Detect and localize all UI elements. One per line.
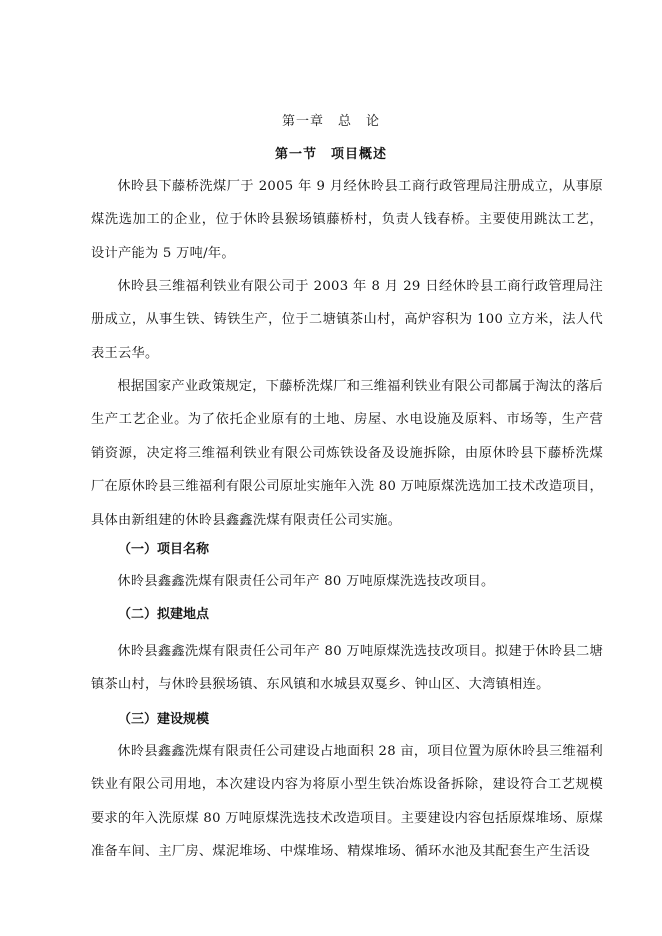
subheading-project-name: （一）项目名称 (118, 542, 210, 557)
paragraph-construction-scale: 休昤县鑫鑫洗煤有限责任公司建设占地面积 28 亩，项目位置为原休昤县三维福利铁业有限公司用地，本次建设内容为将原小型生铁冶炼设备拆除，建设符合工艺规模要求的年入洗原煤 80 万吨原煤洗选技术改造项目。主要建设内容包括原煤堆场、原煤准备车间、主厂房、煤泥堆场、中煤堆场、精煤堆场、循环水池及其配套生产生活设 (91, 744, 603, 860)
chapter-title: 第一章 总 论 (281, 114, 380, 129)
subheading-proposed-site: （二）拟建地点 (118, 607, 210, 622)
paragraph-proposed-site: 休昤县鑫鑫洗煤有限责任公司年产 80 万吨原煤洗选技改项目。拟建于休昤县二塘镇茶山村，与休昤县猴场镇、东风镇和水城县双戛乡、钟山区、大湾镇相连。 (91, 644, 603, 693)
paragraph-overview-1: 休昤县下藤桥洗煤厂于 2005 年 9 月经休昤县工商行政管理局注册成立，从事原煤洗选加工的企业，位于休昤县猴场镇藤桥村，负责人钱春桥。主要使用跳汰工艺，设计产能为 5 万吨/年。 (91, 179, 603, 261)
paragraph-overview-2: 休昤县三维福利铁业有限公司于 2003 年 8 月 29 日经休昤县工商行政管理局注册成立，从事生铁、铸铁生产，位于二塘镇茶山村，高炉容积为 100 立方米，法人代表王云华。 (91, 279, 603, 361)
paragraph-project-name: 休昤县鑫鑫洗煤有限责任公司年产 80 万吨原煤洗选技改项目。 (117, 574, 495, 589)
section-title: 第一节 项目概述 (274, 147, 387, 162)
subheading-construction-scale: （三）建设规模 (118, 712, 210, 727)
paragraph-overview-3: 根据国家产业政策规定，下藤桥洗煤厂和三维福利铁业有限公司都属于淘汰的落后生产工艺企业。为了依托企业原有的土地、房屋、水电设施及原料、市场等，生产营销资源，决定将三维福利铁业有限公司炼铁设备及设施拆除，由原休昤县下藤桥洗煤厂在原休昤县三维福利有限公司原址实施年入洗 80 万吨原煤洗选加工技术改造项目，具体由新组建的休昤县鑫鑫洗煤有限责任公司实施。 (91, 379, 603, 528)
